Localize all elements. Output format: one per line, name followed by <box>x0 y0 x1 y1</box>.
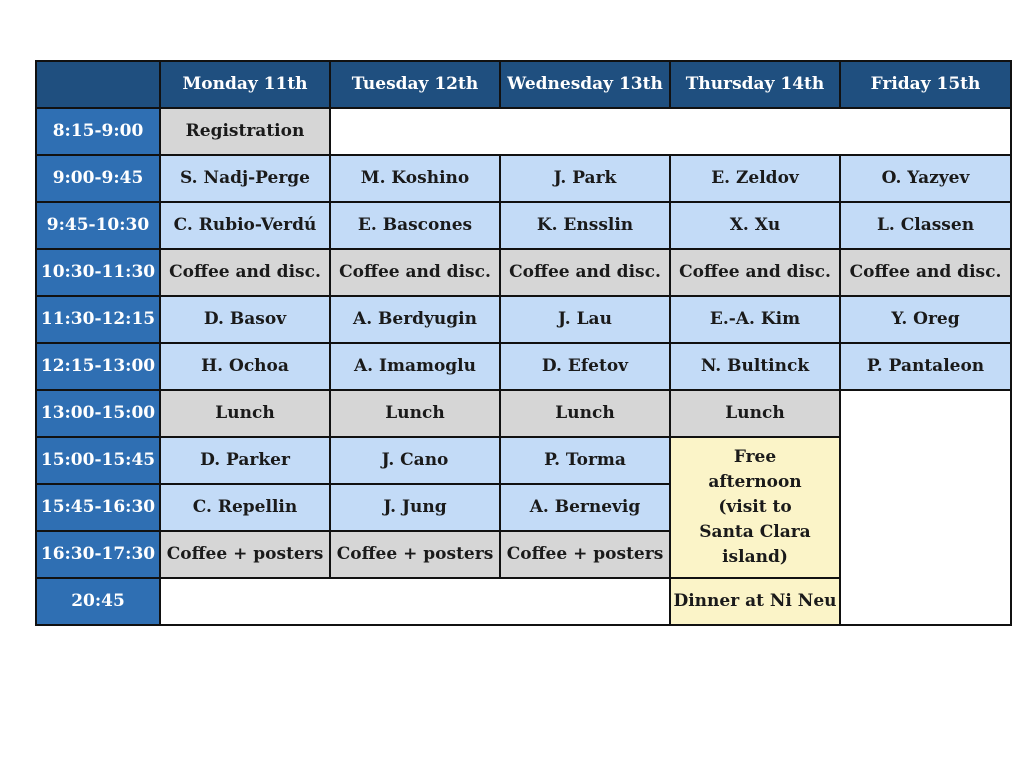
talk-cell: A. Bernevig <box>500 484 670 531</box>
empty-cell <box>330 108 1011 155</box>
registration-cell: Registration <box>160 108 330 155</box>
schedule-row <box>36 108 1011 155</box>
header-row <box>36 61 1011 108</box>
talk-cell: P. Pantaleon <box>840 343 1011 390</box>
talk-cell: S. Nadj-Perge <box>160 155 330 202</box>
free-afternoon-cell <box>670 437 840 578</box>
talk-cell: J. Cano <box>330 437 500 484</box>
time-cell: 9:00-9:45 <box>36 155 160 202</box>
schedule-row <box>36 390 1011 437</box>
posters-cell: Coffee + posters <box>500 531 670 578</box>
time-cell: 11:30-12:15 <box>36 296 160 343</box>
talk-cell: N. Bultinck <box>670 343 840 390</box>
talk-cell: A. Imamoglu <box>330 343 500 390</box>
talk-cell: J. Jung <box>330 484 500 531</box>
empty-cell <box>840 390 1011 625</box>
talk-cell: D. Efetov <box>500 343 670 390</box>
coffee-cell: Coffee and disc. <box>160 249 330 296</box>
talk-cell: J. Park <box>500 155 670 202</box>
coffee-cell: Coffee and disc. <box>840 249 1011 296</box>
talk-cell: C. Repellin <box>160 484 330 531</box>
talk-cell: E. Bascones <box>330 202 500 249</box>
lunch-cell: Lunch <box>160 390 330 437</box>
talk-cell: C. Rubio-Verdú <box>160 202 330 249</box>
talk-cell: Y. Oreg <box>840 296 1011 343</box>
talk-cell: A. Berdyugin <box>330 296 500 343</box>
lunch-cell: Lunch <box>670 390 840 437</box>
time-cell: 20:45 <box>36 578 160 625</box>
day-header-monday: Monday 11th <box>160 61 330 108</box>
talk-cell: D. Basov <box>160 296 330 343</box>
day-header-friday: Friday 15th <box>840 61 1011 108</box>
day-header-tuesday: Tuesday 12th <box>330 61 500 108</box>
time-cell: 9:45-10:30 <box>36 202 160 249</box>
time-cell: 16:30-17:30 <box>36 531 160 578</box>
dinner-cell: Dinner at Ni Neu <box>670 578 840 625</box>
coffee-cell: Coffee and disc. <box>500 249 670 296</box>
talk-cell: J. Lau <box>500 296 670 343</box>
talk-cell: P. Torma <box>500 437 670 484</box>
talk-cell: X. Xu <box>670 202 840 249</box>
time-cell: 12:15-13:00 <box>36 343 160 390</box>
time-cell: 13:00-15:00 <box>36 390 160 437</box>
talk-cell: M. Koshino <box>330 155 500 202</box>
schedule-row <box>36 249 1011 296</box>
schedule-table <box>35 60 1012 626</box>
talk-cell: D. Parker <box>160 437 330 484</box>
corner-cell <box>36 61 160 108</box>
day-header-thursday: Thursday 14th <box>670 61 840 108</box>
talk-cell: H. Ochoa <box>160 343 330 390</box>
coffee-cell: Coffee and disc. <box>330 249 500 296</box>
lunch-cell: Lunch <box>330 390 500 437</box>
schedule-row <box>36 202 1011 249</box>
lunch-cell: Lunch <box>500 390 670 437</box>
talk-cell: L. Classen <box>840 202 1011 249</box>
free-afternoon-text: Free afternoon (visit to Santa Clara island) <box>699 447 811 567</box>
schedule-row <box>36 155 1011 202</box>
day-header-wednesday: Wednesday 13th <box>500 61 670 108</box>
time-cell: 15:45-16:30 <box>36 484 160 531</box>
time-cell: 10:30-11:30 <box>36 249 160 296</box>
time-cell: 8:15-9:00 <box>36 108 160 155</box>
coffee-cell: Coffee and disc. <box>670 249 840 296</box>
talk-cell: O. Yazyev <box>840 155 1011 202</box>
talk-cell: K. Ensslin <box>500 202 670 249</box>
time-cell: 15:00-15:45 <box>36 437 160 484</box>
talk-cell: E.-A. Kim <box>670 296 840 343</box>
posters-cell: Coffee + posters <box>160 531 330 578</box>
schedule-row <box>36 296 1011 343</box>
talk-cell: E. Zeldov <box>670 155 840 202</box>
posters-cell: Coffee + posters <box>330 531 500 578</box>
empty-cell <box>160 578 670 625</box>
schedule-row <box>36 343 1011 390</box>
